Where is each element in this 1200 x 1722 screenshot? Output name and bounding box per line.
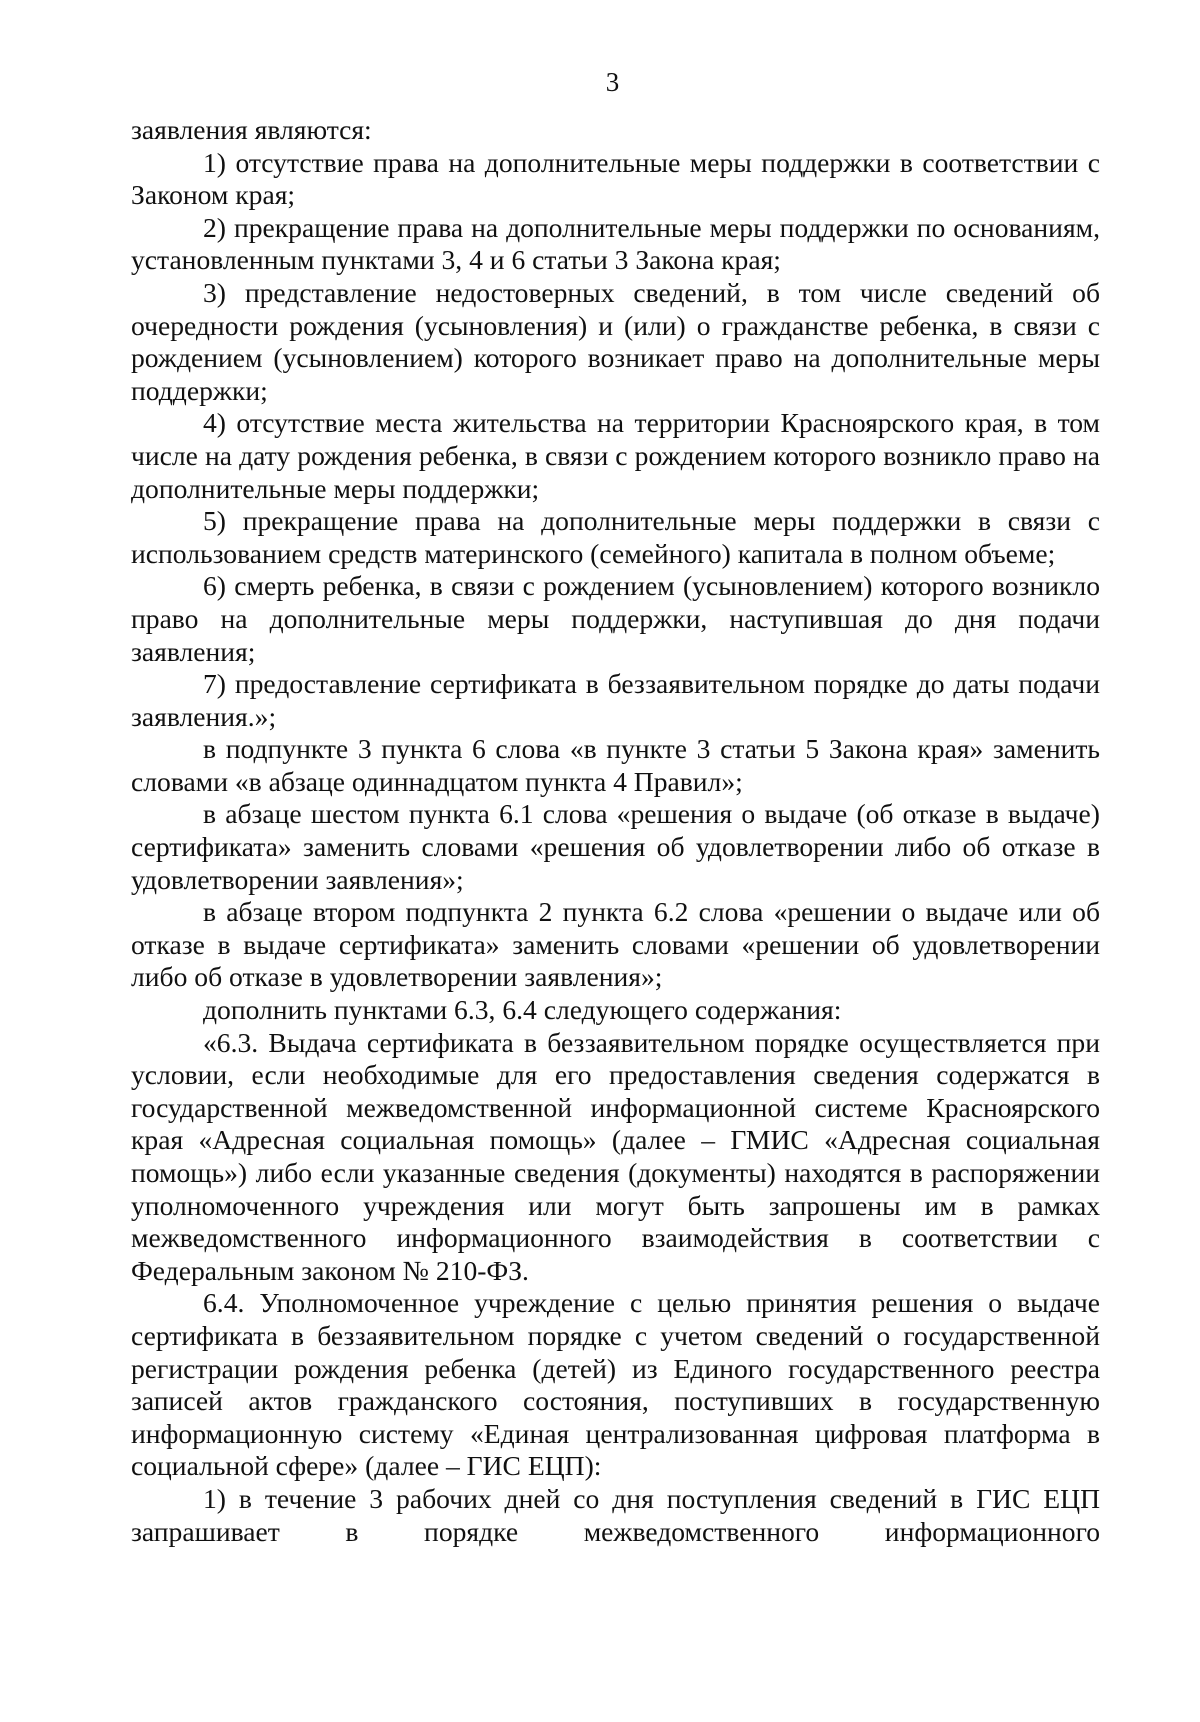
paragraph-item-4: 4) отсутствие места жительства на территории Красноярского края, в том числе на дату рождения ребенка, в связи с рождением которого возникло право на дополнительные меры поддержки; [131,407,1100,504]
paragraph-point-6-3: «6.3. Выдача сертификата в беззаявительном порядке осуществляется при условии, если необходимые для его предоставления сведения содержатся в государственной межведомственной информационной системе Красноярского края «Адресная социальная помощь» (далее – ГМИС «Адресная социальная помощь») либо если указанные сведения (документы) находятся в распоряжении уполномоченного учреждения или могут быть запрошены им в рамках межведомственного информационного взаимодействия в соответствии с Федеральным законом № 210-ФЗ. [131,1026,1100,1286]
page-number: 3 [605,67,620,97]
paragraph-intro: заявления являются: [131,114,372,145]
document-body [131,114,1100,1548]
paragraph-item-5: 5) прекращение права на дополнительные меры поддержки в связи с использованием средств материнского (семейного) капитала в полном объеме; [131,505,1100,569]
paragraph-amend-6-2: в абзаце втором подпункта 2 пункта 6.2 слова «решении о выдаче или об отказе в выдаче сертификата» заменить словами «решении об удовлетворении либо об отказе в удовлетворении заявления»; [131,896,1100,993]
paragraph-amend-subpoint-3: в подпункте 3 пункта 6 слова «в пункте 3 статьи 5 Закона края» заменить словами «в абзаце одиннадцатом пункта 4 Правил»; [131,733,1100,797]
paragraph-point-6-4: 6.4. Уполномоченное учреждение с целью принятия решения о выдаче сертификата в беззаявительном порядке с учетом сведений о государственной регистрации рождения ребенка (детей) из Единого государственного реестра записей актов гражданского состояния, поступивших в государственную информационную систему «Единая централизованная цифровая платформа в социальной сфере» (далее – ГИС ЕЦП): [131,1287,1100,1482]
paragraph-amend-6-1: в абзаце шестом пункта 6.1 слова «решения о выдаче (об отказе в выдаче) сертификата» заменить словами «решения об удовлетворении либо об отказе в удовлетворении заявления»; [131,798,1100,895]
paragraph-item-1: 1) отсутствие права на дополнительные меры поддержки в соответствии с Законом края; [131,146,1100,211]
paragraph-item-3: 3) представление недостоверных сведений, в том числе сведений об очередности рождения (усыновления) и (или) о гражданстве ребенка, в связи с рождением (усыновлением) которого возникает право на дополнительные меры поддержки; [131,276,1100,406]
paragraph-add-points: дополнить пунктами 6.3, 6.4 следующего содержания: [203,994,842,1026]
paragraph-item-2: 2) прекращение права на дополнительные меры поддержки по основаниям, установленным пунктами 3, 4 и 6 статьи 3 Закона края; [131,211,1100,276]
paragraph-item-7: 7) предоставление сертификата в беззаявительном порядке до даты подачи заявления.»; [131,668,1100,732]
paragraph-item-6: 6) смерть ребенка, в связи с рождением (усыновлением) которого возникло право на дополнительные меры поддержки, наступившая до дня подачи заявления; [131,570,1100,667]
paragraph-point-6-4-item-1: 1) в течение 3 рабочих дней со дня поступления сведений в ГИС ЕЦП запрашивает в порядке межведомственного информационного [131,1482,1100,1547]
